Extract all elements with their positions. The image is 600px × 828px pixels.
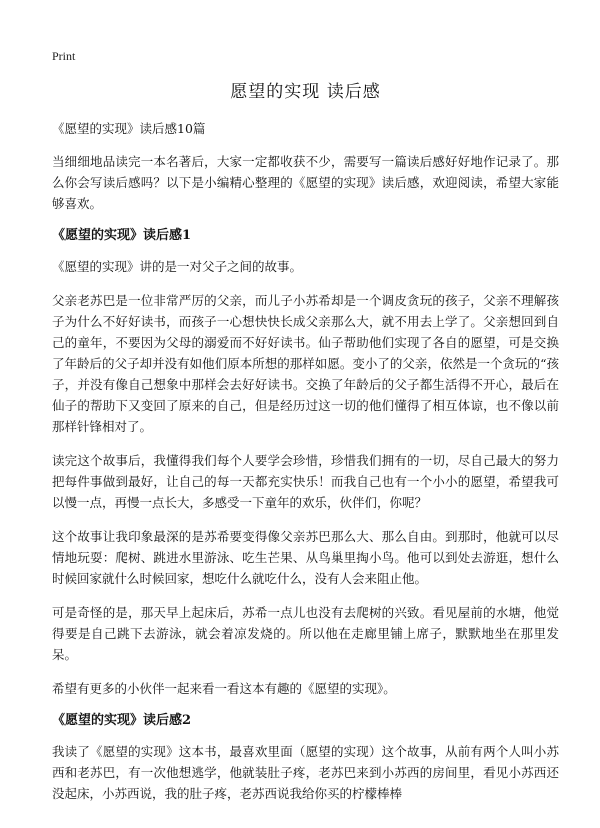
paragraph: 我读了《愿望的实现》这本书，最喜欢里面（愿望的实现）这个故事，从前有两个人叫小苏西和老苏巴，有一次他想逃学，他就装肚子疼，老苏巴来到小苏西的房间里，看见小苏西还没起床，小苏西说，我的肚子疼，老苏西说我给你买的柠檬棒棒	[52, 744, 559, 801]
paragraph: 读完这个故事后，我懂得我们每个人要学会珍惜，珍惜我们拥有的一切，尽自己最大的努力把每件事做到最好，让自己的每一天都充实快乐！而我自己也有一个小小的愿望，希望我可以慢一点，再慢一点长大，多感受一下童年的欢乐，伙伴们，你呢？	[52, 453, 559, 510]
paragraph: 可是奇怪的是，那天早上起床后，苏希一点儿也没有去爬树的兴致。看见屋前的水塘，他觉得要是自己跳下去游泳，就会着凉发烧的。所以他在走廊里铺上席子，默默地坐在那里发呆。	[52, 605, 559, 662]
paragraph: 父亲老苏巴是一位非常严厉的父亲，而儿子小苏希却是一个调皮贪玩的孩子，父亲不理解孩子为什么不好好读书，而孩子一心想快快长成父亲那么大，就不用去上学了。父亲想回到自己的童年，不要因为父母的溺爱而不好好读书。仙子帮助他们实现了各自的愿望，可是交换了年龄后的父子却并没有如他们原本所想的那样如愿。变小了的父亲，依然是一个贪玩的“孩子，并没有像自己想象中那样会去好好读书。交换了年龄后的父子都生活得不开心，最后在仙子的帮助下又变回了原来的自己，但是经历过这一切的他们懂得了相互体谅，也不像以前那样针锋相对了。	[52, 293, 559, 434]
page-title: 愿望的实现 读后感	[230, 82, 381, 102]
intro-paragraph: 当细细地品读完一本名著后，大家一定都收获不少，需要写一篇读后感好好地作记录了。那么你会写读后感吗？以下是小编精心整理的《愿望的实现》读后感，欢迎阅读，希望大家能够喜欢。	[52, 154, 559, 211]
document-subtitle: 《愿望的实现》读后感10篇	[52, 121, 206, 136]
paragraph: 《愿望的实现》讲的是一对父子之间的故事。	[52, 259, 303, 274]
article-body	[52, 151, 559, 817]
print-link[interactable]: Print	[52, 49, 76, 63]
section-heading-2: 《愿望的实现》读后感2	[52, 713, 192, 728]
section-heading-1: 《愿望的实现》读后感1	[52, 228, 192, 243]
paragraph: 希望有更多的小伙伴一起来看一看这本有趣的《愿望的实现》。	[52, 681, 396, 696]
paragraph: 这个故事让我印象最深的是苏希要变得像父亲苏巴那么大、那么自由。到那时，他就可以尽情地玩耍：爬树、跳进水里游泳、吃生芒果、从鸟巢里掏小鸟。他可以到处去游逛，想什么时候回家就什么时候回家，想吃什么就吃什么，没有人会来阻止他。	[52, 529, 559, 586]
